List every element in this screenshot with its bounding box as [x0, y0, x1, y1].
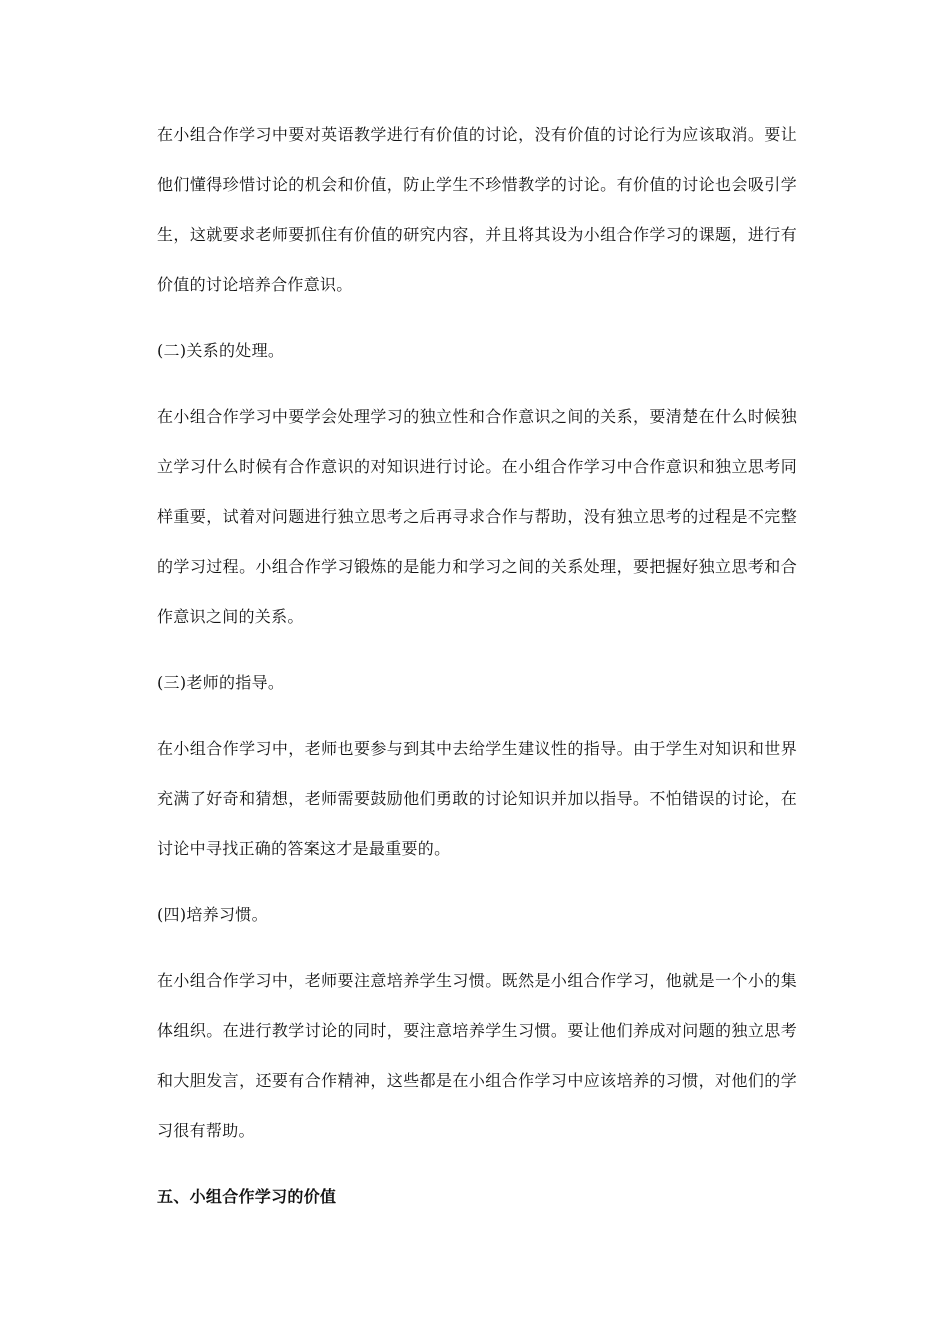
heading-cultivate-habits: (四)培养习惯。 — [157, 905, 268, 924]
paragraph-cultivate-habits: 在小组合作学习中，老师要注意培养学生习惯。既然是小组合作学习，他就是一个小的集体组织。在进行教学讨论的同时，要注意培养学生习惯。要让他们养成对问题的独立思考和大胆发言，还要有合作精神，这些都是在小组合作学习中应该培养的习惯，对他们的学习很有帮助。 — [157, 971, 797, 1140]
section-title-value: 五、小组合作学习的价值 — [157, 1187, 337, 1206]
heading-teacher-guidance: (三)老师的指导。 — [157, 673, 285, 692]
paragraph-teacher-guidance: 在小组合作学习中，老师也要参与到其中去给学生建议性的指导。由于学生对知识和世界充满了好奇和猜想，老师需要鼓励他们勇敢的讨论知识并加以指导。不怕错误的讨论，在讨论中寻找正确的答案这才是最重要的。 — [157, 739, 797, 858]
paragraph-relationship-handling: 在小组合作学习中要学会处理学习的独立性和合作意识之间的关系，要清楚在什么时候独立学习什么时候有合作意识的对知识进行讨论。在小组合作学习中合作意识和独立思考同样重要，试着对问题进行独立思考之后再寻求合作与帮助，没有独立思考的过程是不完整的学习过程。小组合作学习锻炼的是能力和学习之间的关系处理，要把握好独立思考和合作意识之间的关系。 — [157, 407, 797, 626]
paragraph-valuable-discussion: 在小组合作学习中要对英语教学进行有价值的讨论，没有价值的讨论行为应该取消。要让他们懂得珍惜讨论的机会和价值，防止学生不珍惜教学的讨论。有价值的讨论也会吸引学生，这就要求老师要抓住有价值的研究内容，并且将其设为小组合作学习的课题，进行有价值的讨论培养合作意识。 — [157, 125, 797, 294]
document-page — [157, 110, 797, 1222]
heading-relationship-handling: (二)关系的处理。 — [157, 341, 285, 360]
